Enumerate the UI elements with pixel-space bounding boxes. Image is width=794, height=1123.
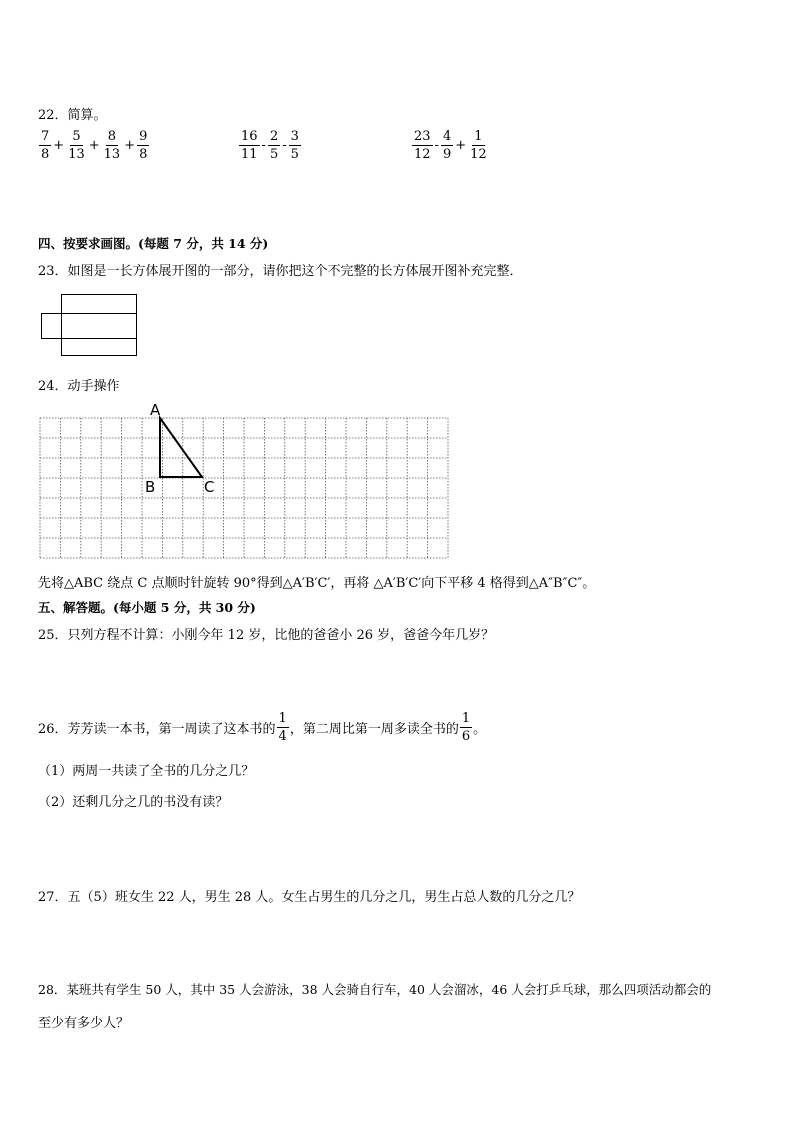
section-4-heading: 四、按要求画图。(每题 7 分，共 14 分) — [38, 236, 269, 251]
cuboid-net-figure — [38, 292, 140, 358]
q22-title: 22．简算。 — [38, 108, 107, 123]
fraction-one-quarter: $\frac{1}{4}$ — [278, 711, 287, 744]
fraction: $\frac{7}{8}$ — [41, 129, 50, 162]
label-c: C — [204, 478, 215, 496]
operator: - — [434, 138, 439, 153]
fraction: $\frac{3}{5}$ — [290, 129, 299, 162]
label-a: A — [150, 402, 161, 419]
q26-part-2: ，第二周比第一周多读全书的 — [289, 722, 459, 737]
q26-sub-question-2: （2）还剩几分之几的书没有读？ — [38, 795, 229, 810]
q22-expression-3 — [411, 130, 490, 161]
operator: + — [455, 138, 467, 153]
q24-title: 24．动手操作 — [38, 379, 120, 394]
grid-figure — [38, 402, 450, 566]
fraction-one-sixth: $\frac{1}{6}$ — [461, 711, 471, 744]
fraction: $\frac{1}{12}$ — [470, 129, 487, 162]
q28-line-2: 至少有多少人？ — [38, 1016, 130, 1031]
grid-svg — [38, 402, 450, 562]
net-main-rect — [62, 295, 137, 356]
operator: - — [261, 138, 266, 153]
q25-text: 25．只列方程不计算：小刚今年 12 岁，比他的爸爸小 26 岁，爸爸今年几岁？ — [38, 628, 495, 643]
fraction: $\frac{23}{12}$ — [414, 129, 431, 162]
net-side-face — [42, 314, 62, 339]
q22-expression-2 — [238, 130, 302, 161]
fraction: $\frac{4}{9}$ — [442, 129, 452, 162]
q26-sub-question-1: （1）两周一共读了全书的几分之几？ — [38, 764, 255, 779]
q26-part-3: 。 — [473, 722, 487, 737]
operator: + — [124, 138, 136, 153]
fraction: $\frac{16}{11}$ — [241, 129, 258, 162]
operator: + — [53, 138, 65, 153]
q28-line-1: 28．某班共有学生 50 人，其中 35 人会游泳，38 人会骑自行车，40 人会溜冰，46 人会打乒乓球，那么四项活动都会的 — [38, 982, 712, 997]
fraction: $\frac{9}{8}$ — [139, 129, 148, 162]
q26-text — [38, 712, 486, 743]
operator: - — [282, 138, 287, 153]
q24-instruction: 先将△ABC 绕点 C 点顺时针旋转 90°得到△A′B′C′，再将 △A′B′C′向下平移 4 格得到△A″B″C″。 — [38, 576, 596, 591]
fraction: $\frac{5}{13}$ — [68, 129, 85, 162]
q26-part-1: 26．芳芳读一本书，第一周读了这本书的 — [38, 722, 276, 737]
q22-expression-1 — [38, 130, 150, 161]
fraction: $\frac{2}{5}$ — [269, 129, 279, 162]
triangle-abc — [160, 418, 202, 477]
operator: + — [88, 138, 100, 153]
grid-lines — [40, 418, 448, 558]
q27-text: 27．五（5）班女生 22 人，男生 28 人。女生占男生的几分之几，男生占总人数的几分之几？ — [38, 890, 581, 905]
fraction: $\frac{8}{13}$ — [103, 129, 121, 162]
label-b: B — [145, 478, 156, 496]
section-5-heading: 五、解答题。(每小题 5 分，共 30 分) — [38, 600, 256, 615]
q23-text: 23．如图是一长方体展开图的一部分，请你把这个不完整的长方体展开图补充完整． — [38, 264, 523, 279]
